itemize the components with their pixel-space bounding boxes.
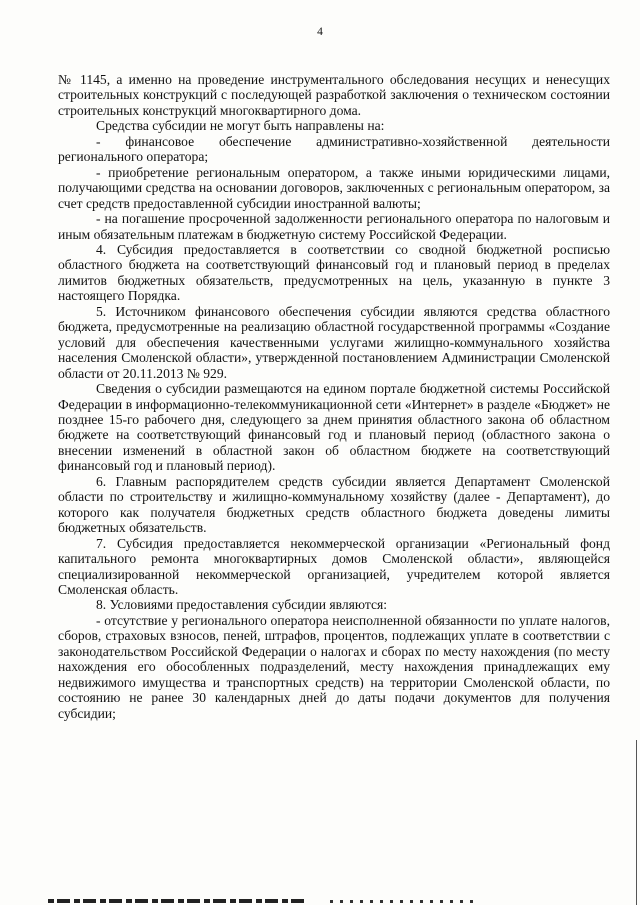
paragraph-item-8: 8. Условиями предоставления субсидии являются: <box>96 597 388 613</box>
list-item-currency: - приобретение региональным оператором, а также иными юридическими лицами, получающими средства на основании договоров, заключенных с региональным оператором, за счет средств предоставленной субсидии иностранной валюты; <box>58 164 610 211</box>
scan-artifact-bottom <box>48 899 308 903</box>
paragraph-restrictions-intro: Средства субсидии не могут быть направлены на: <box>96 118 385 134</box>
list-item-no-arrears: - отсутствие у регионального оператора неисполненной обязанности по уплате налогов, сборов, страховых взносов, пеней, штрафов, процентов, подлежащих уплате в соответствии с законодательством Российской Федерации о налогах и сборах по месту нахождения (по месту нахождения его обособленных подразделений, месту нахождения принадлежащих ему недвижимого имущества и транспортных средств) на территории Смоленской области, по состоянию не ранее 30 календарных дней до даты подачи документов для получения субсидии; <box>58 612 610 721</box>
list-item-debt: - на погашение просроченной задолженности регионального оператора по налоговым и иным обязательным платежам в бюджетную систему Российской Федерации. <box>58 211 610 242</box>
paragraph-portal-info: Сведения о субсидии размещаются на едином портале бюджетной системы Российской Федерации в информационно-телекоммуникационной сети «Интернет» в разделе «Бюджет» не позднее 15-го рабочего дня, следующего за днем принятия областного закона об областном бюджете на соответствующий финансовый год и плановый период (областного закона о внесении изменений в областной закон об областном бюджете на соответствующий финансовый год и плановый период). <box>58 381 610 474</box>
paragraph-item-5: 5. Источником финансового обеспечения субсидии являются средства областного бюджета, предусмотренные на реализацию областной государственной программы «Создание условий для обеспечения качественными услугами жилищно-коммунального хозяйства населения Смоленской области», утвержденной постановлением Администрации Смоленской области от 20.11.2013 № 929. <box>58 303 610 381</box>
paragraph-continuation: № 1145, а именно на проведение инструментального обследования несущих и ненесущих строительных конструкций с последующей разработкой заключения о техническом состоянии строительных конструкций многоквартирного дома. <box>58 72 610 118</box>
paragraph-item-7: 7. Субсидия предоставляется некоммерческой организации «Региональный фонд капитального ремонта многоквартирных домов Смоленской области», являющейся специализированной некоммерческой организацией, учредителем которой является Смоленская область. <box>58 535 610 597</box>
paragraph-item-6: 6. Главным распорядителем средств субсидии является Департамент Смоленской области по строительству и жилищно-коммунальному хозяйству (далее - Департамент), до которого как получателя бюджетных средств областного бюджета доведены лимиты бюджетных обязательств. <box>58 473 610 536</box>
list-item-financing: - финансовое обеспечение административно-хозяйственной деятельности регионального оператора; <box>58 133 610 165</box>
scan-artifact-bottom-dots <box>330 900 480 903</box>
page-number: 4 <box>317 26 323 38</box>
scan-edge-line <box>636 740 637 905</box>
paragraph-item-4: 4. Субсидия предоставляется в соответствии со сводной бюджетной росписью областного бюджета на соответствующий финансовый год и плановый период в пределах лимитов бюджетных обязательств, предусмотренных на цель, указанную в пункте 3 настоящего Порядка. <box>58 241 610 304</box>
document-body <box>58 72 610 721</box>
